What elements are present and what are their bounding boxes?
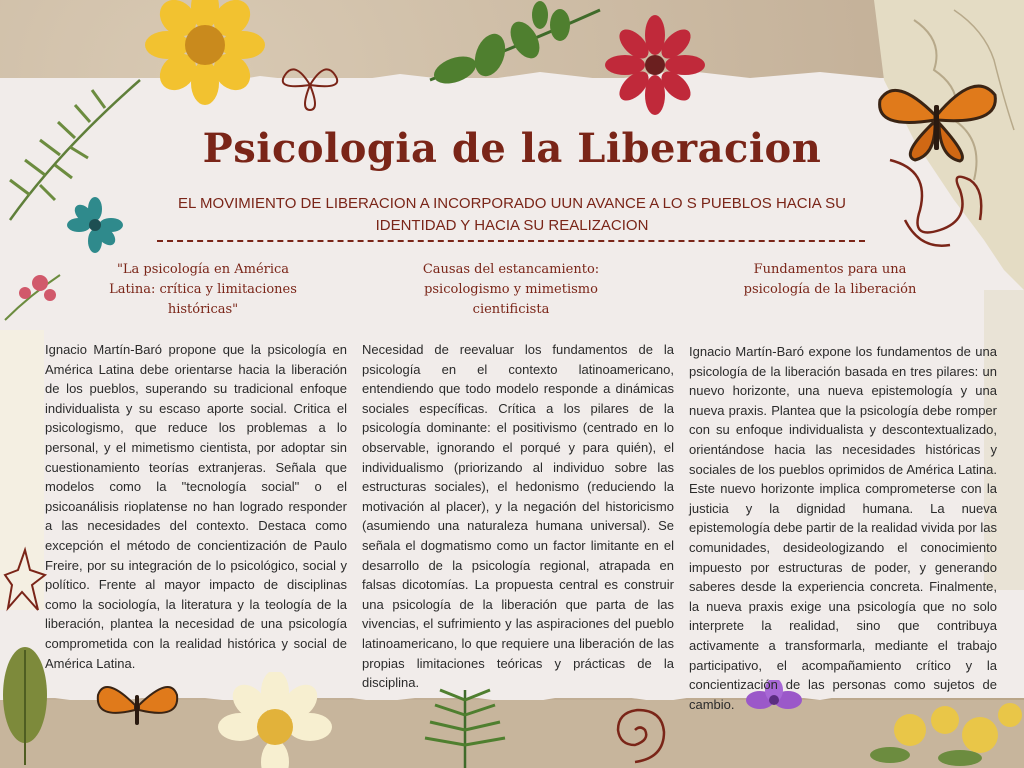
column-2-body: Necesidad de reevaluar los fundamentos de la psicología en el contexto latinoamericano, entendiendo que todo modelo responde a dinámicas sociales específicas. Crítica a los pilares de la psicología dominante: el positivismo (centrado en lo observable, ignorando el porqué y para quién), el individualismo (priorizando al individuo sobre las estructuras sociales), el hedonismo (reduciendo la motivación al placer), y la negación del historicismo (asumiendo una naturaleza humana universal). Se señala el dogmatismo como un factor limitante en el desarrollo de la psicología regional, atrapada en falsas dicotomías. La propuesta central es construir una psicología de la liberación que parta de las vivencias, el sufrimiento y las aspiraciones del pueblo latinoamericano, lo que requiere una liberación de las propias limitaciones teóricas y prácticas de la disciplina. bbox=[362, 342, 674, 691]
column-3-body: Ignacio Martín-Baró expone los fundamentos de una psicología de la liberación basada en tres pilares: un nuevo horizonte, una nueva epistemología y una nueva praxis. Plantea que la psicología debe romper con su enfoque individualista y descontextualizado, orientándose hacia las necesidades históricas y sociales de los pueblos oprimidos de América Latina. Este nuevo horizonte implica comprometerse con la justicia y la dignidad humana. La nueva epistemología debe partir de la realidad vivida por las comunidades, desideologizando el conocimiento impuesto por estructuras de poder, y generando saberes desde la experiencia concreta. Finalmente, la nueva praxis exige una psicología que no solo interprete la realidad, sino que contribuya activamente a transformarla, mediante el trabajo participativo, el acompañamiento crítico y la concientización de las personas como sujetos de cambio. bbox=[689, 344, 997, 712]
column-2-heading: Causas del estancamiento: psicologismo y mimetismo cientificista bbox=[422, 262, 600, 317]
flower-doodle-icon bbox=[265, 55, 355, 115]
star-icon bbox=[0, 530, 50, 620]
dashed-divider bbox=[157, 240, 865, 242]
blue-flower-icon bbox=[65, 195, 125, 255]
spiral-icon bbox=[590, 690, 680, 768]
pink-flower-icon bbox=[0, 265, 70, 325]
fern-icon bbox=[420, 0, 610, 100]
daisy-icon bbox=[215, 672, 335, 768]
fern-bottom-icon bbox=[395, 680, 535, 768]
butterfly-icon bbox=[95, 670, 180, 740]
page-subtitle: EL MOVIMIENTO DE LIBERACION A INCORPORADO UUN AVANCE A LO S PUEBLOS HACIA SU IDENTIDAD Y HACIA SU REALIZACION bbox=[178, 195, 846, 234]
red-flower-icon bbox=[605, 15, 705, 115]
sunflower-icon bbox=[140, 0, 270, 105]
page-title: Psicologia de la Liberacion bbox=[202, 125, 822, 172]
column-3-heading: Fundamentos para una psicología de la liberación bbox=[743, 262, 917, 297]
column-1-body: Ignacio Martín-Baró propone que la psicología en América Latina debe orientarse hacia la liberación de los pueblos, superando su tradicional enfoque individualista y su escaso aporte social. Critica el psicologismo, que reduce los problemas a lo personal, y el mimetismo cientista, por adoptar sin cuestionamiento teorías extranjeras. Señala que modelos como la "tecnología social" o el psicoanálisis rioplatense no han logrado responder a las necesidades del contexto. Destaca como excepción el método de concientización de Paulo Freire, por su integración de lo psicológico, social y político. Frente al mayor impacto de disciplinas como la sociología, la literatura y la teología de la liberación, plantea la necesidad de una psicología comprometida con la realidad histórica y social de América Latina. bbox=[45, 342, 347, 671]
column-1-heading: "La psicología en América Latina: crítica y limitaciones históricas" bbox=[109, 262, 297, 317]
